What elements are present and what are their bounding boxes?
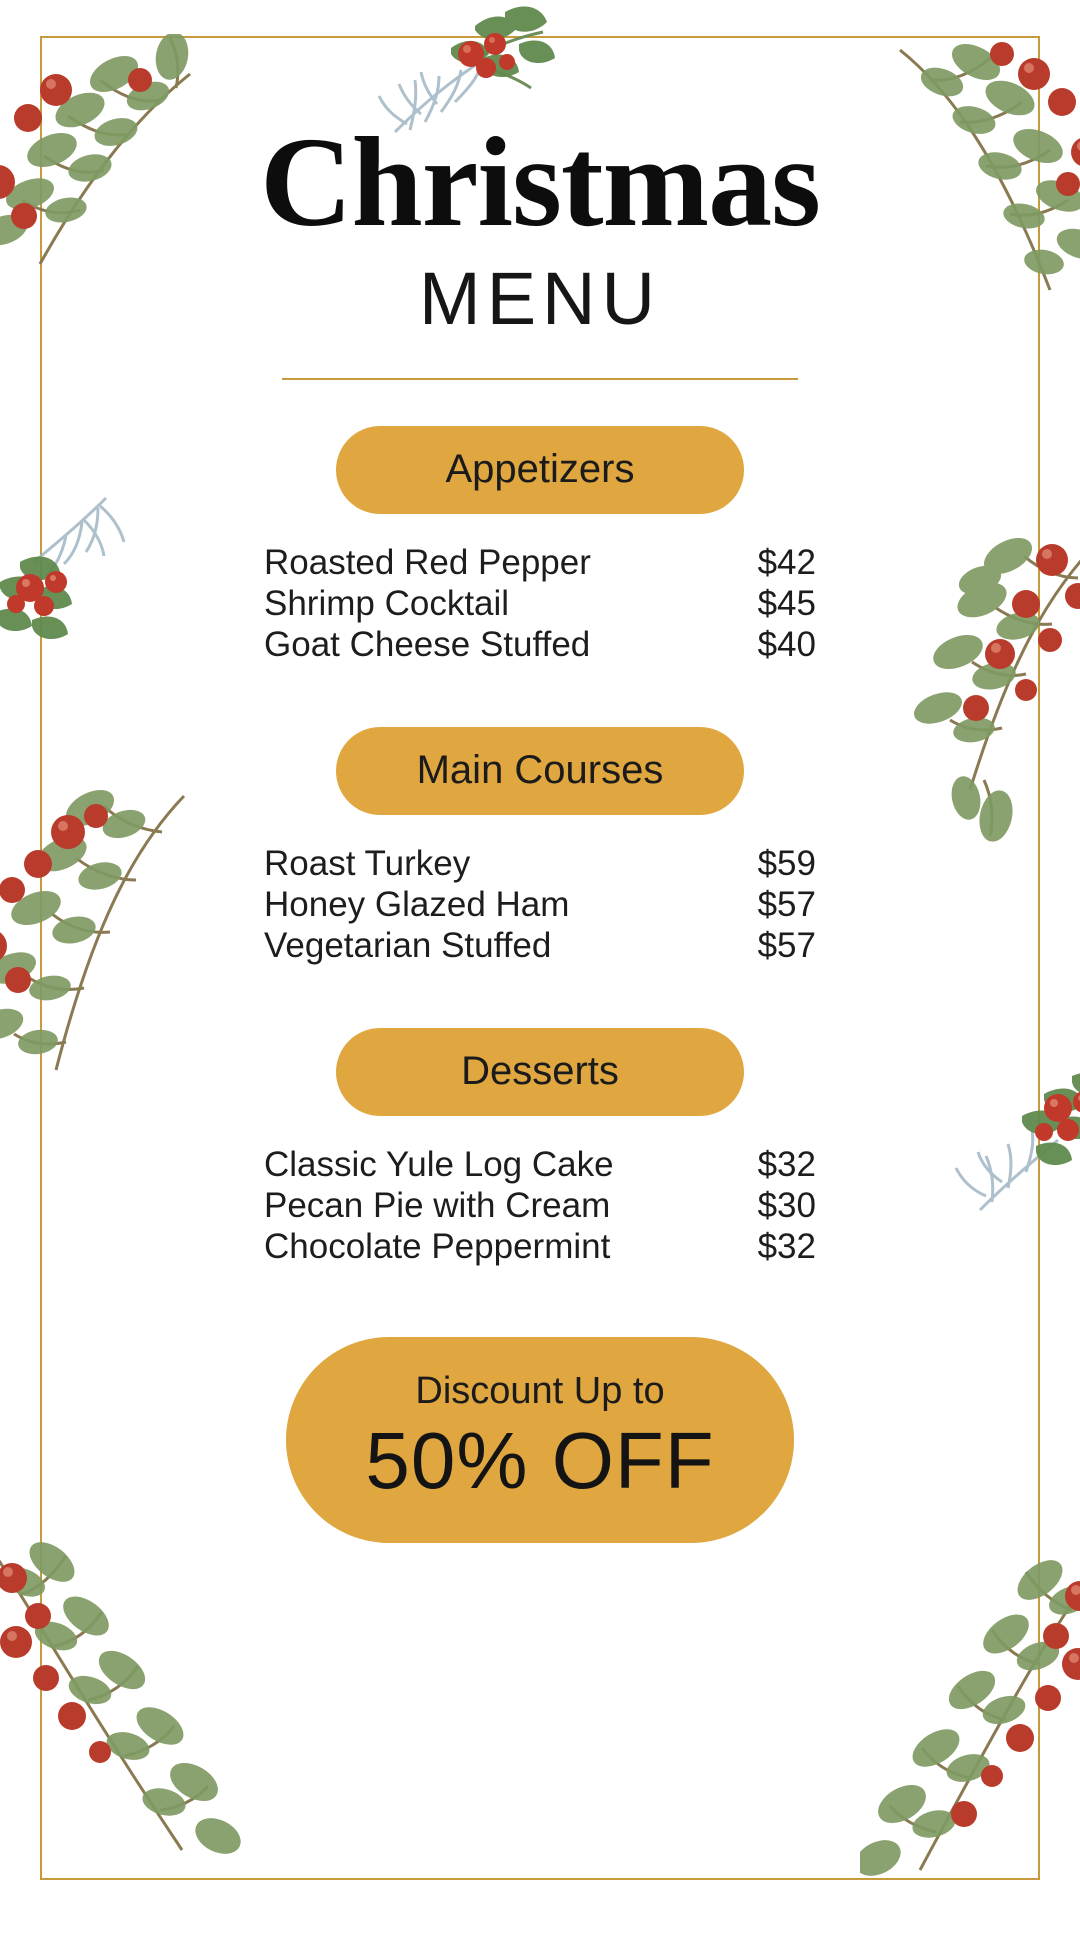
item-name: Classic Yule Log Cake: [264, 1145, 614, 1184]
menu-section-desserts: [0, 1028, 1080, 1267]
menu-items-appetizers: [264, 542, 816, 665]
item-name: Shrimp Cocktail: [264, 584, 510, 623]
section-heading-desserts: Desserts: [336, 1028, 744, 1116]
list-item: [264, 1226, 816, 1267]
discount-badge: [286, 1337, 794, 1543]
list-item: [264, 843, 816, 884]
item-price: $45: [757, 584, 816, 623]
section-heading-appetizers: Appetizers: [336, 426, 744, 514]
berry-branch-bottom-right-icon: [860, 1540, 1080, 1940]
item-name: Vegetarian Stuffed: [264, 926, 552, 965]
list-item: [264, 884, 816, 925]
discount-amount: 50% OFF: [365, 1415, 715, 1505]
section-heading-main-courses: Main Courses: [336, 727, 744, 815]
list-item: [264, 624, 816, 665]
item-price: $40: [757, 625, 816, 664]
list-item: [264, 925, 816, 966]
item-name: Pecan Pie with Cream: [264, 1186, 611, 1225]
item-name: Chocolate Peppermint: [264, 1227, 611, 1266]
item-price: $30: [757, 1186, 816, 1225]
menu-section-appetizers: [0, 426, 1080, 665]
page-title: Christmas: [260, 111, 820, 253]
menu-items-main-courses: [264, 843, 816, 966]
item-price: $59: [757, 844, 816, 883]
list-item: [264, 1185, 816, 1226]
item-name: Honey Glazed Ham: [264, 885, 570, 924]
item-name: Goat Cheese Stuffed: [264, 625, 591, 664]
list-item: [264, 1144, 816, 1185]
menu-section-main-courses: [0, 727, 1080, 966]
discount-label: Discount Up to: [415, 1370, 665, 1412]
item-price: $42: [757, 543, 816, 582]
item-name: Roast Turkey: [264, 844, 471, 883]
item-name: Roasted Red Pepper: [264, 543, 591, 582]
title-divider: [282, 378, 798, 380]
item-price: $57: [757, 926, 816, 965]
item-price: $57: [757, 885, 816, 924]
list-item: [264, 542, 816, 583]
list-item: [264, 583, 816, 624]
menu-items-desserts: [264, 1144, 816, 1267]
item-price: $32: [757, 1227, 816, 1266]
berry-branch-bottom-left-icon: [0, 1520, 242, 1920]
item-price: $32: [757, 1145, 816, 1184]
page-subtitle: MENU: [419, 257, 661, 340]
